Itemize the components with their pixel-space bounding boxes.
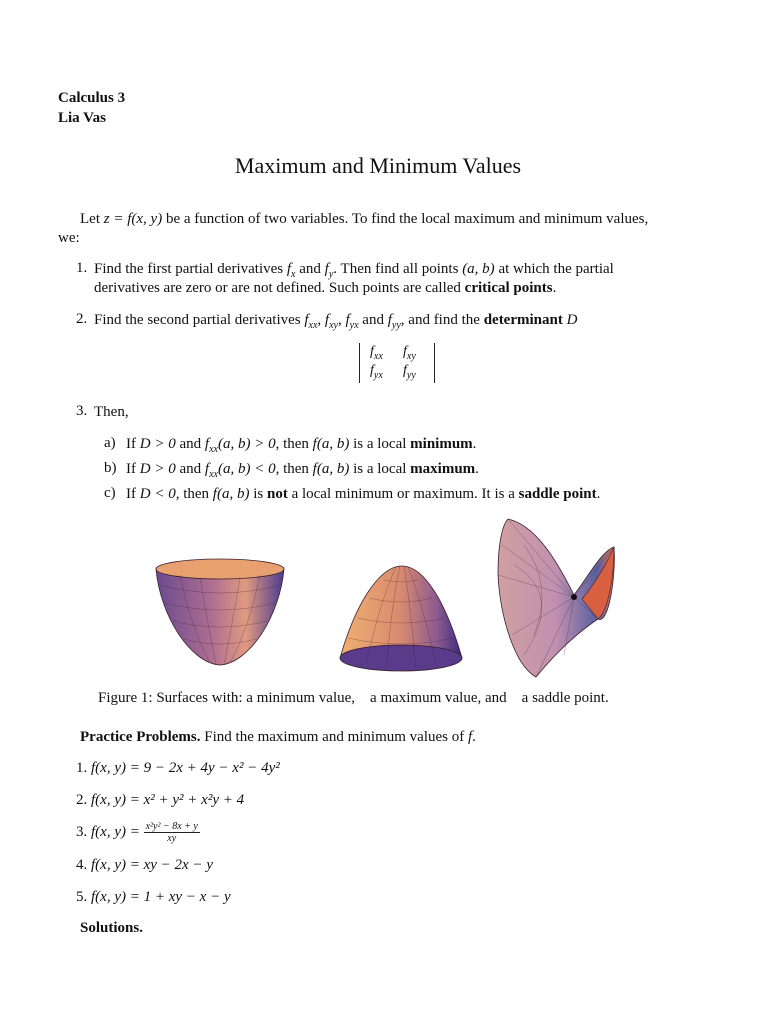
- step-2-number: 2.: [76, 311, 88, 327]
- case-b-label: b): [104, 460, 117, 476]
- case-c-label: c): [104, 485, 116, 501]
- figure-caption: Figure 1: Surfaces with: a minimum value, a maximum value, and a saddle point.: [98, 690, 609, 706]
- problem-5: 5. f(x, y) = 1 + xy − x − y: [76, 889, 231, 905]
- step-1-line-1: Find the first partial derivatives $f_x$ and $f_y$. Then find all points (a, b) at which the partial: [94, 261, 614, 280]
- maximum-surface-image: [336, 562, 466, 674]
- step-1-line-2: derivatives are zero or are not defined. Such points are called critical points.: [94, 280, 557, 296]
- page-title: Maximum and Minimum Values: [234, 153, 522, 178]
- course-name: Calculus 3: [58, 90, 126, 106]
- problem-2: 2. f(x, y) = x² + y² + x²y + 4: [76, 792, 245, 808]
- step-3-number: 3.: [76, 403, 88, 419]
- case-c-text: If D < 0, then f(a, b) is not a local minimum or maximum. It is a saddle point.: [126, 486, 601, 502]
- case-a-text: If D > 0 and $f_{xx}(a$, b) > 0, then f(a, b) is a local minimum.: [126, 436, 477, 455]
- minimum-surface-image: [150, 555, 290, 670]
- saddle-surface-image: [494, 515, 619, 680]
- case-b-text: If D > 0 and $f_{xx}(a$, b) < 0, then f(a, b) is a local maximum.: [126, 461, 479, 480]
- intro-line-1: Let z = f(x, y) be a function of two variables. To find the local maximum and minimum values,: [80, 211, 649, 227]
- problem-4: 4. f(x, y) = xy − 2x − y: [76, 857, 213, 873]
- intro-line-2: we:: [58, 230, 80, 246]
- step-1-number: 1.: [76, 260, 88, 276]
- case-a-label: a): [104, 435, 116, 451]
- author-name: Lia Vas: [58, 110, 106, 126]
- determinant-matrix: $f_{xx}$ $f_{xy}$ $f_{yx}$ $f_{yy}$: [359, 343, 435, 383]
- problem-1: 1. f(x, y) = 9 − 2x + 4y − x² − 4y²: [76, 760, 280, 776]
- practice-intro: Practice Problems. Find the maximum and minimum values of f.: [80, 729, 476, 745]
- step-2-line: Find the second partial derivatives $f_{xx}$, $f_{xy}$, $f_{yx}$ and $f_{yy}$, and find the determinant D: [94, 312, 578, 331]
- step-3-line: Then,: [94, 404, 129, 420]
- problem-3: 3. f(x, y) = $\frac{\text{x²y² − 8x + y}}{xy}$: [76, 821, 198, 844]
- solutions-heading: Solutions.: [80, 920, 143, 936]
- fraction: $\frac{\text{x²y² − 8x + y}}{xy}$: [145, 821, 198, 844]
